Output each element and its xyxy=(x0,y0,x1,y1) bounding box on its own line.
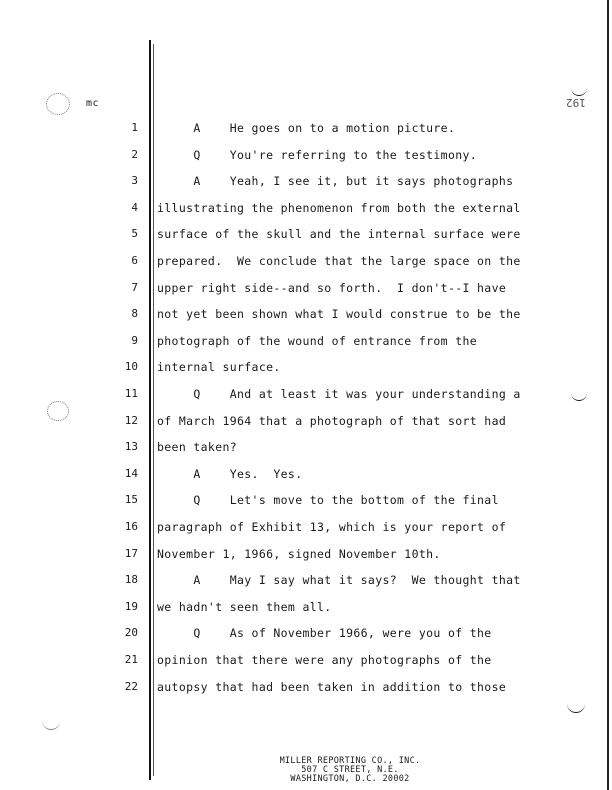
line-number: 22 xyxy=(124,680,138,693)
line-number: 4 xyxy=(131,201,138,214)
line-number: 17 xyxy=(124,547,138,560)
line-number: 19 xyxy=(124,600,138,613)
line-number: 6 xyxy=(131,254,138,267)
line-number: 3 xyxy=(131,174,138,187)
line-text: Q You're referring to the testimony. xyxy=(157,148,478,162)
line-text: internal surface. xyxy=(157,360,281,374)
line-text: prepared. We conclude that the large space on the xyxy=(157,254,521,268)
line-number: 12 xyxy=(124,414,138,427)
line-text: Q And at least it was your understanding a xyxy=(157,387,521,401)
line-number: 14 xyxy=(124,467,138,480)
line-text: A May I say what it says? We thought that xyxy=(157,573,521,587)
line-text: A Yeah, I see it, but it says photographs xyxy=(157,174,514,188)
line-number: 15 xyxy=(124,493,138,506)
line-text: Q Let's move to the bottom of the final xyxy=(157,493,499,507)
line-text: illustrating the phenomenon from both the external xyxy=(157,201,521,215)
margin-rule xyxy=(149,40,151,780)
line-number: 11 xyxy=(124,387,138,400)
line-number: 18 xyxy=(124,573,138,586)
line-number: 7 xyxy=(131,281,138,294)
line-text: Q As of November 1966, were you of the xyxy=(157,626,492,640)
stamp-mark-top xyxy=(46,93,70,115)
footer-city: WASHINGTON, D.C. 20002 xyxy=(290,774,410,784)
footer-street: 507 C STREET, N.E. xyxy=(301,765,399,775)
line-text: autopsy that had been taken in addition to those xyxy=(157,680,507,694)
line-text: opinion that there were any photographs of the xyxy=(157,653,492,667)
line-text: upper right side--and so forth. I don't--I have xyxy=(157,281,507,295)
line-number: 21 xyxy=(124,653,138,666)
stamp-mark-middle xyxy=(47,401,69,421)
page-edge xyxy=(607,0,609,790)
footer-company: MILLER REPORTING CO., INC. xyxy=(279,756,421,766)
line-number: 9 xyxy=(131,334,138,347)
line-text: paragraph of Exhibit 13, which is your report of xyxy=(157,520,507,534)
line-text: November 1, 1966, signed November 10th. xyxy=(157,547,441,561)
line-number: 5 xyxy=(131,227,138,240)
line-text: been taken? xyxy=(157,440,238,454)
line-text: A Yes. Yes. xyxy=(157,467,303,481)
line-number: 8 xyxy=(131,307,138,320)
reporter-initials: mc xyxy=(86,98,100,109)
line-text: of March 1964 that a photograph of that sort had xyxy=(157,414,507,428)
line-text: photograph of the wound of entrance from the xyxy=(157,334,478,348)
page-number: 192 xyxy=(566,96,586,109)
line-number: 2 xyxy=(131,148,138,161)
scan-mark-4 xyxy=(42,720,60,730)
line-number: 20 xyxy=(124,626,138,639)
scan-mark-2 xyxy=(571,391,587,401)
line-text: surface of the skull and the internal surface were xyxy=(157,227,521,241)
line-number: 13 xyxy=(124,440,138,453)
line-number: 16 xyxy=(124,520,138,533)
line-number: 10 xyxy=(124,360,138,373)
scan-mark-3 xyxy=(567,702,585,713)
line-text: we hadn't seen them all. xyxy=(157,600,332,614)
scan-mark-1 xyxy=(571,86,587,96)
line-text: not yet been shown what I would construe to be the xyxy=(157,307,521,321)
line-number: 1 xyxy=(131,121,138,134)
margin-rule-inner xyxy=(153,44,154,776)
line-text: A He goes on to a motion picture. xyxy=(157,121,456,135)
